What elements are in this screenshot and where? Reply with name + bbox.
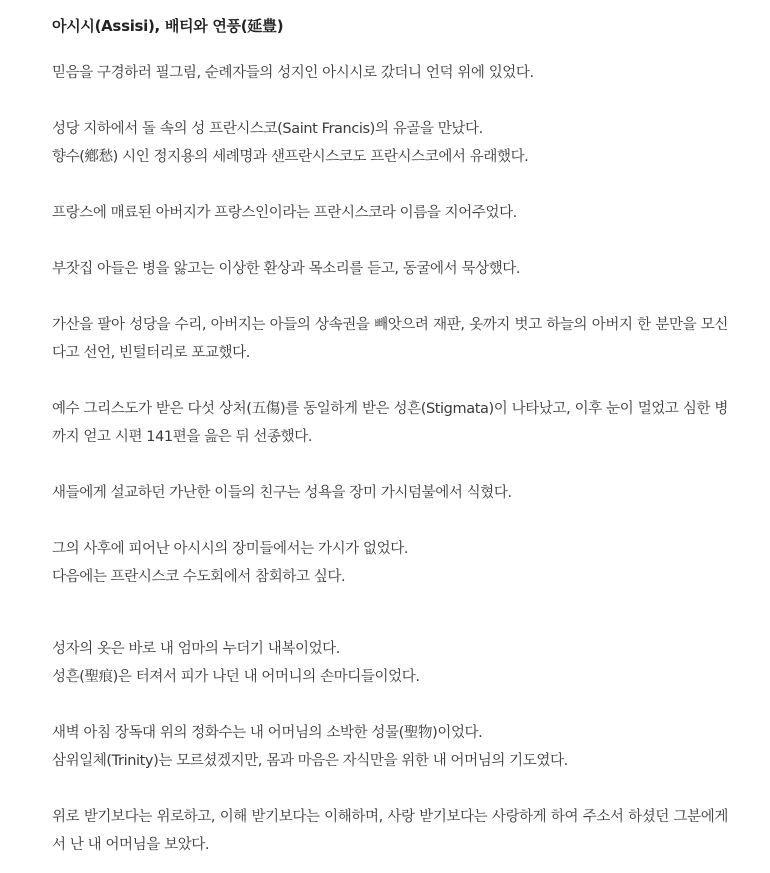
paragraph-line: 향수(鄕愁) 시인 정지용의 세례명과 샌프란시스코도 프란시스코에서 유래했다. bbox=[52, 149, 529, 165]
paragraph-6 bbox=[52, 395, 728, 451]
paragraph-line: 부잣집 아들은 병을 앓고는 이상한 환상과 목소리를 듣고, 동굴에서 묵상했다. bbox=[52, 261, 521, 277]
paragraph-line: 위로 받기보다는 위로하고, 이해 받기보다는 이해하며, 사랑 받기보다는 사랑하게 하여 주소서 하셨던 그분에게서 난 내 어머님을 보았다. bbox=[52, 809, 728, 853]
paragraph-9 bbox=[52, 635, 728, 691]
paragraph-line: 예수 그리스도가 받은 다섯 상처(五傷)를 동일하게 받은 성흔(Stigmata)이 나타났고, 이후 눈이 멀었고 심한 병까지 얻고 시편 141편을 읊은 뒤 선종했다. bbox=[52, 401, 728, 445]
paragraph-line: 성자의 옷은 바로 내 엄마의 누더기 내복이었다. bbox=[52, 641, 340, 657]
document bbox=[52, 14, 728, 859]
paragraph-5 bbox=[52, 311, 728, 367]
paragraph-line: 성흔(聖痕)은 터져서 피가 나던 내 어머니의 손마디들이었다. bbox=[52, 669, 420, 685]
paragraph-10 bbox=[52, 719, 728, 775]
paragraph-2 bbox=[52, 115, 728, 171]
paragraph-line: 다음에는 프란시스코 수도회에서 참회하고 싶다. bbox=[52, 569, 346, 585]
paragraph-line: 성당 지하에서 돌 속의 성 프란시스코(Saint Francis)의 유골을 만났다. bbox=[52, 121, 483, 137]
paragraph-11 bbox=[52, 803, 728, 859]
paragraph-line: 믿음을 구경하러 필그림, 순례자들의 성지인 아시시로 갔더니 언덕 위에 있었다. bbox=[52, 65, 534, 81]
paragraph-4 bbox=[52, 255, 728, 283]
post-title: 아시시(Assisi), 배티와 연풍(延豊) bbox=[52, 17, 284, 35]
paragraph-line: 삼위일체(Trinity)는 모르셨겠지만, 몸과 마음은 자식만을 위한 내 어머님의 기도였다. bbox=[52, 753, 568, 769]
paragraph-8 bbox=[52, 535, 728, 591]
paragraph-line: 그의 사후에 피어난 아시시의 장미들에서는 가시가 없었다. bbox=[52, 541, 409, 557]
paragraph-7 bbox=[52, 479, 728, 507]
paragraph-line: 가산을 팔아 성당을 수리, 아버지는 아들의 상속권을 빼앗으려 재판, 옷까지 벗고 하늘의 아버지 한 분만을 모신다고 선언, 빈털터리로 포교했다. bbox=[52, 317, 728, 361]
paragraph-line: 새벽 아침 장독대 위의 정화수는 내 어머님의 소박한 성물(聖物)이었다. bbox=[52, 725, 483, 741]
paragraph-line: 프랑스에 매료된 아버지가 프랑스인이라는 프란시스코라 이름을 지어주었다. bbox=[52, 205, 517, 221]
paragraph-line: 새들에게 설교하던 가난한 이들의 친구는 성욕을 장미 가시덤불에서 식혔다. bbox=[52, 485, 512, 501]
paragraph-1 bbox=[52, 59, 728, 87]
paragraph-3 bbox=[52, 199, 728, 227]
